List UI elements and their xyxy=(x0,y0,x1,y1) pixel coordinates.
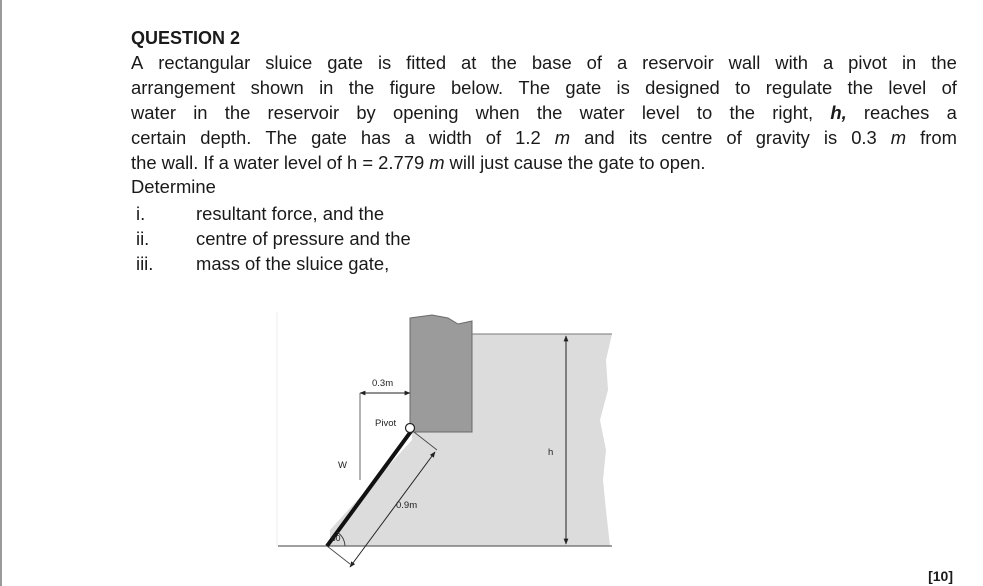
label-h: h xyxy=(548,447,554,458)
paragraph-word: water xyxy=(579,102,625,123)
paragraph-word: base xyxy=(531,52,572,73)
paragraph-word: shown xyxy=(250,77,304,98)
label-09m: 0.9m xyxy=(396,500,418,511)
paragraph-word: from xyxy=(920,127,957,148)
paragraph-word: is xyxy=(377,52,392,73)
paragraph-word: rectangular xyxy=(158,52,251,73)
paragraph-word: by xyxy=(356,102,376,123)
label-w: W xyxy=(338,460,347,471)
paragraph-word: gate xyxy=(598,152,635,173)
paragraph-word: opening xyxy=(392,102,459,123)
paragraph-word: h = 2.779 xyxy=(347,152,425,173)
paragraph-word: the xyxy=(729,102,756,123)
marks-label: [10] xyxy=(928,568,953,584)
reservoir-wall xyxy=(410,315,472,432)
dimension-tick-bottom xyxy=(327,546,350,564)
paragraph-word: m xyxy=(429,152,445,173)
paragraph-word: right, xyxy=(772,102,814,123)
paragraph-word: when xyxy=(475,102,520,123)
paragraph-word: the xyxy=(567,152,594,173)
paragraph-word: 1.2 xyxy=(515,127,541,148)
paragraph-word: designed xyxy=(645,77,720,98)
paragraph-word: The xyxy=(265,127,298,148)
paragraph-word: of xyxy=(326,152,342,173)
paragraph-word: its xyxy=(628,127,648,148)
paragraph-word: the xyxy=(224,102,251,123)
label-03m: 0.3m xyxy=(372,378,394,389)
paragraph-word: m xyxy=(890,127,907,148)
paragraph-word: figure xyxy=(389,77,436,98)
paragraph-word: in xyxy=(901,52,917,73)
paragraph-word: to xyxy=(735,77,751,98)
paragraph-word: in xyxy=(193,102,208,123)
paragraph-word: A xyxy=(131,52,144,73)
paragraph-word: gate xyxy=(311,127,347,148)
paragraph-word: to xyxy=(696,102,713,123)
determine-heading: Determine xyxy=(131,176,216,197)
pivot-icon xyxy=(406,424,415,433)
question-title: QUESTION 2 xyxy=(131,28,241,48)
paragraph-word: m xyxy=(554,127,571,148)
paragraph-word: a xyxy=(404,127,415,148)
paragraph-word: fitted xyxy=(406,52,447,73)
paragraph-word: a xyxy=(616,52,628,73)
paragraph-word: of xyxy=(485,127,502,148)
paragraph-word: with xyxy=(775,52,809,73)
paragraph-word: the xyxy=(491,52,517,73)
paragraph-word: the xyxy=(536,102,563,123)
list-item-text: mass of the sluice gate, xyxy=(196,253,390,274)
paragraph-word: If xyxy=(203,152,214,173)
paragraph-word: below. xyxy=(450,77,504,98)
paragraph-word: the xyxy=(931,52,957,73)
paragraph-word: The xyxy=(518,77,551,98)
paragraph-word: 0.3 xyxy=(851,127,877,148)
paragraph-word: pivot xyxy=(848,52,888,73)
paragraph-word: just xyxy=(480,152,509,173)
paragraph-word: centre xyxy=(661,127,713,148)
paragraph-word: has xyxy=(360,127,391,148)
paragraph-word: wall. xyxy=(161,152,199,173)
paragraph-word: is xyxy=(616,77,630,98)
paragraph-word: gate xyxy=(565,77,602,98)
paragraph-word: the xyxy=(131,152,157,173)
paragraph-word: in xyxy=(319,77,334,98)
paragraph-word: water xyxy=(131,102,176,123)
paragraph-word: regulate xyxy=(765,77,833,98)
paragraph-word: reservoir xyxy=(642,52,714,73)
paragraph-word: is xyxy=(823,127,838,148)
paragraph-word: reservoir xyxy=(267,102,340,123)
paragraph-word: cause xyxy=(513,152,563,173)
label-60: 60 xyxy=(331,533,341,543)
paragraph-word: of xyxy=(586,52,603,73)
paragraph-word: level xyxy=(641,102,680,123)
paragraph-word: water xyxy=(233,152,279,173)
paragraph-word: level xyxy=(283,152,322,173)
list-item-text: centre of pressure and the xyxy=(196,228,411,249)
label-pivot: Pivot xyxy=(375,418,397,429)
paragraph-word: gravity xyxy=(755,127,810,148)
paragraph-word: to xyxy=(639,152,655,173)
paragraph-word: wall xyxy=(728,52,761,73)
paragraph-word: gate xyxy=(327,52,363,73)
paragraph-word: a xyxy=(946,102,957,123)
paragraph-word: h, xyxy=(830,102,847,123)
paragraph-word: the xyxy=(348,77,375,98)
paragraph-word: of xyxy=(941,77,957,98)
list-item-number: iii. xyxy=(136,253,154,274)
paragraph-word: level xyxy=(888,77,927,98)
paragraph-word: a xyxy=(218,152,229,173)
paragraph-word: certain xyxy=(131,127,187,148)
paragraph-word: at xyxy=(461,52,477,73)
list-item-text: resultant force, and the xyxy=(196,203,385,224)
list-item-number: ii. xyxy=(136,228,150,249)
paragraph-word: will xyxy=(449,152,476,173)
paragraph-word: open. xyxy=(659,152,706,173)
list-item-number: i. xyxy=(136,203,146,224)
paragraph-word: reaches xyxy=(863,102,930,123)
paragraph-word: a xyxy=(822,52,834,73)
paragraph-word: and xyxy=(584,127,615,148)
paragraph-word: of xyxy=(726,127,742,148)
paragraph-word: width xyxy=(428,127,472,148)
paragraph-word: arrangement xyxy=(131,77,236,98)
paragraph-word: the xyxy=(847,77,874,98)
paragraph-word: sluice xyxy=(265,52,313,73)
paragraph-word: depth. xyxy=(200,127,252,148)
